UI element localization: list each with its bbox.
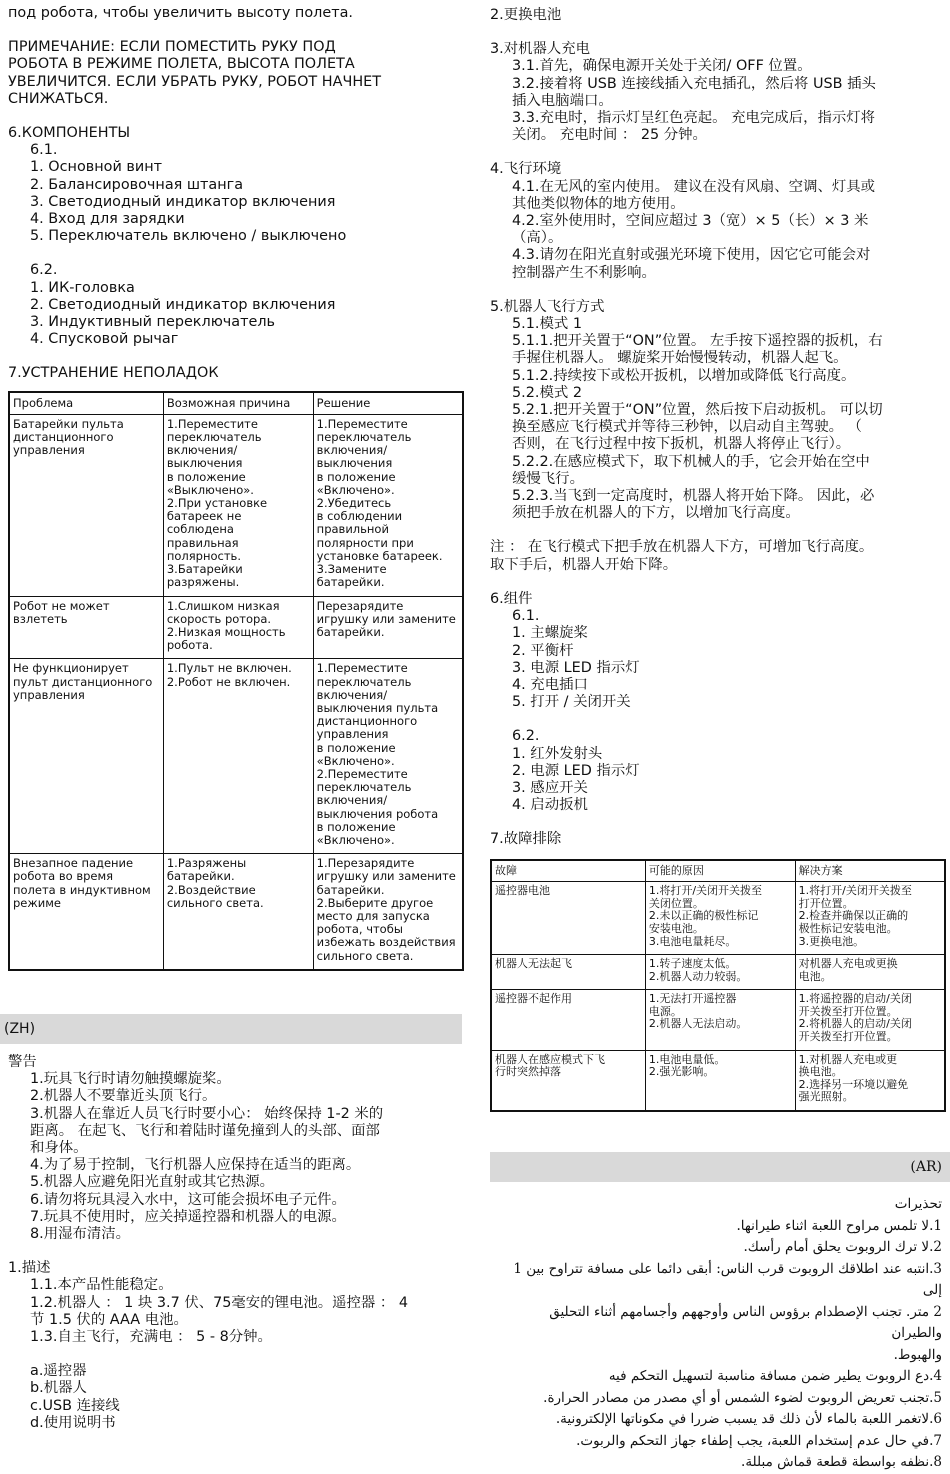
zh-language-band: (ZH) — [0, 1014, 462, 1044]
table-row — [491, 990, 945, 1050]
zh-section — [0, 1014, 462, 1432]
component-item-zh: 3. 感应开关 — [512, 779, 588, 796]
ar-warning-item: 2 متر. تجنب الإصطدام برؤوس الناس وأوجههم وأجسامهم أثناء التحليق والطيران — [549, 1303, 942, 1341]
package-content-item: a.遥控器 — [30, 1363, 87, 1380]
table-cell: 1.无法打开遥控器 电源。 2.机器人无法启动。 — [645, 990, 795, 1050]
description-item: 1.2.机器人 ： 1 块 3.7 伏、75毫安的锂电池。遥控器 ： 4 节 1.5 伏的 AAA 电池。 — [30, 1294, 409, 1328]
table-cell: Робот не может взлететь — [9, 596, 163, 659]
section-replace-battery: 2.更换电池 — [490, 7, 562, 23]
components-6-2-label-zh: 6.2. — [512, 728, 540, 745]
table-cell: 1.Пульт не включен. 2.Робот не включен. — [163, 659, 313, 854]
warning-item: 2.机器人不要靠近头顶飞行。 — [30, 1088, 217, 1105]
ar-warning-item: والهبوط. — [893, 1346, 942, 1363]
environment-item: 4.2.室外使用时，空间应超过 3（宽）× 5（长）× 3 米 （高）。 — [512, 213, 869, 247]
table-cell: Перезарядите игрушку или замените батарейки. — [313, 596, 463, 659]
table-header: 故障 — [491, 860, 645, 882]
package-content-item: d.使用说明书 — [30, 1414, 116, 1431]
table-cell: 1.Слишком низкая скорость ротора. 2.Низкая мощность робота. — [163, 596, 313, 659]
ar-warning-item: 4.دع الروبوت يطير ضمن مسافة مناسبة لتسهيل التحكم فيه — [608, 1368, 942, 1384]
table-cell: 1.将打开/关闭开关拨至 关闭位置。 2.未以正确的极性标记 安装电池。 3.电池电量耗尽。 — [645, 882, 795, 955]
component-item-zh: 4. 充电插口 — [512, 676, 588, 693]
component-item-zh: 1. 主螺旋桨 — [512, 625, 588, 642]
ar-warning-item: 8.نظفه بواسطة قطعة قماش مبللة. — [741, 1454, 942, 1470]
troubleshooting-title-zh: 7.故障排除 — [490, 831, 562, 848]
charging-item: 3.1.首先，确保电源开关处于关闭/ OFF 位置。 — [512, 58, 812, 75]
table-header: Решение — [313, 392, 463, 415]
component-item: 4. Вход для зарядки — [30, 211, 185, 228]
table-cell: 1.对机器人充电或更 换电池。 2.选择另一环境以避免 强光照射。 — [795, 1050, 945, 1111]
table-header-row — [9, 392, 463, 415]
ar-warning-title: تحذيرات — [894, 1196, 942, 1212]
charging-item: 3.2.接着将 USB 连接线插入充电插孔，然后将 USB 插头 插入电脑端口。 — [512, 75, 876, 109]
table-cell: 1.转子速度太低。 2.机器人动力较弱。 — [645, 955, 795, 990]
table-cell: 1.Перезарядите игрушку или замените батарейки. 2.Выберите другое место для запуска робота, чтобы избежать воздействия сильного света. — [313, 854, 463, 970]
charging-item: 3.3.充电时，指示灯呈红色亮起。 充电完成后，指示灯将 关闭。 充电时间 ： 25 分钟。 — [512, 110, 876, 144]
table-header: Возможная причина — [163, 392, 313, 415]
ar-section — [490, 1152, 950, 1474]
warning-item: 5.机器人应避免阳光直射或其它热源。 — [30, 1174, 274, 1191]
package-content-item: b.机器人 — [30, 1380, 87, 1397]
description-item: 1.3.自主飞行，充满电 ： 5 - 8分钟。 — [30, 1329, 272, 1346]
component-item: 1. Основной винт — [30, 159, 163, 176]
charging-title: 3.对机器人充电 — [490, 41, 591, 58]
flight-mode-item: 5.1.1.把开关置于“ON”位置。 左手按下遥控器的扳机，右 手握住机器人。 螺旋桨开始慢慢转动，机器人起飞。 — [512, 333, 883, 367]
warning-item: 3.机器人在靠近人员飞行时要小心： 始终保持 1-2 米的 距离。 在起飞、飞行和着陆时谨免撞到人的头部、面部 和身体。 — [30, 1105, 384, 1157]
component-item: 4. Спусковой рычаг — [30, 331, 179, 348]
flight-mode-item: 5.2.2.在感应模式下，取下机械人的手，它会开始在空中 缓慢飞行。 — [512, 453, 870, 487]
component-item: 2. Балансировочная штанга — [30, 176, 244, 193]
right-column — [490, 0, 946, 1112]
flight-mode-item: 5.1.模式 1 — [512, 316, 582, 333]
warning-title: 警告 — [8, 1054, 37, 1070]
troubleshooting-table — [8, 391, 464, 971]
table-cell: 1.Переместите переключатель включения/ выключения пульта дистанционного управления в положение «Включено». 2.Переместите переключатель включения/ выключения робота в положение «Включено». — [313, 659, 463, 854]
ar-warning-item: 3.انتبه عند اطلاقك الروبوت قرب الناس: أبقى دائما على مسافة تتراوح بين 1 إلى — [513, 1260, 942, 1298]
warning-item: 8.用湿布清洁。 — [30, 1226, 131, 1243]
table-cell: 1.将打开/关闭开关拨至 打开位置。 2.检查并确保以正确的 极性标记安装电池。 3.更换电池。 — [795, 882, 945, 955]
components-title-zh: 6.组件 — [490, 590, 533, 607]
flight-mode-item: 5.2.1.把开关置于“ON”位置，然后按下启动扳机。 可以切 换至感应飞行模式并等待三秒钟，以启动自主驾驶。 （ 否则，在飞行过程中按下扳机，机器人将停止飞行）。 — [512, 402, 883, 453]
flight-note: ПРИМЕЧАНИЕ: ЕСЛИ ПОМЕСТИТЬ РУКУ ПОД РОБОТА В РЕЖИМЕ ПОЛЕТА, ВЫСОТА ПОЛЕТА УВЕЛИЧИТСЯ. ЕСЛИ УБРАТЬ РУКУ, РОБОТ НАЧНЕТ СНИЖАТЬСЯ. — [8, 39, 382, 107]
left-column — [8, 0, 464, 971]
flight-mode-item: 5.2.3.当飞到一定高度时，机器人将开始下降。 因此，必 须把手放在机器人的下方，以增加飞行高度。 — [512, 488, 875, 522]
component-item-zh: 5. 打开 / 关闭开关 — [512, 694, 631, 711]
components-6-1-label-zh: 6.1. — [512, 608, 540, 625]
table-cell: 1.电池电量低。 2.强光影响。 — [645, 1050, 795, 1111]
component-item-zh: 2. 平衡杆 — [512, 642, 574, 659]
table-cell: Не функционирует пульт дистанционного управления — [9, 659, 163, 854]
troubleshooting-table-zh — [490, 859, 946, 1113]
table-cell: Внезапное падение робота во время полета в индуктивном режиме — [9, 854, 163, 970]
component-item: 2. Светодиодный индикатор включения — [30, 296, 336, 313]
component-item: 1. ИК-головка — [30, 279, 135, 296]
table-cell: 机器人无法起飞 — [491, 955, 645, 990]
ar-warning-item: 6.لاتغمر اللعبة بالماء لأن ذلك قد يسبب ضررا في مكوناتها الإلكترونية. — [555, 1411, 942, 1427]
table-cell: 1.将遥控器的启动/关闭 开关拨至打开位置。 2.将机器人的启动/关闭 开关拨至打开位置。 — [795, 990, 945, 1050]
warning-item: 4.为了易于控制，飞行机器人应保持在适当的距离。 — [30, 1157, 361, 1174]
table-cell: 机器人在感应模式下飞 行时突然掉落 — [491, 1050, 645, 1111]
component-item: 5. Переключатель включено / выключено — [30, 228, 347, 245]
ar-warning-item: 1.لا تلمس مراوح اللعبة اثناء طيرانها. — [736, 1217, 942, 1234]
table-header-row — [491, 860, 945, 882]
description-title: 1.描述 — [8, 1260, 51, 1277]
component-item-zh: 1. 红外发射头 — [512, 745, 603, 762]
ar-warning-item: 5.تجنب تعريض الروبوت لضوء الشمس أو أي مصدر من مصادر الحرارة. — [543, 1389, 942, 1406]
table-cell: 1.Разряжены батарейки. 2.Воздействие сильного света. — [163, 854, 313, 970]
table-header: 解决方案 — [795, 860, 945, 882]
troubleshooting-title: 7.УСТРАНЕНИЕ НЕПОЛАДОК — [8, 365, 219, 382]
table-cell: 1.Переместите переключатель включения/ выключения в положение «Включено». 2.Убедитесь в соблюдении правильной полярности при установке батареек. 3.Замените батарейки. — [313, 414, 463, 596]
flight-environment-title: 4.飞行环境 — [490, 161, 562, 178]
flight-mode-item: 5.1.2.持续按下或松开扳机，以增加或降低飞行高度。 — [512, 367, 856, 384]
warning-item: 7.玩具不使用时，应关掉遥控器和机器人的电源。 — [30, 1208, 346, 1225]
intro-line: под робота, чтобы увеличить высоту полета. — [8, 5, 353, 21]
table-cell: 对机器人充电或更换 电池。 — [795, 955, 945, 990]
component-item: 3. Индуктивный переключатель — [30, 314, 276, 331]
component-item: 3. Светодиодный индикатор включения — [30, 193, 336, 210]
components-6-2-label: 6.2. — [30, 262, 58, 279]
component-item-zh: 4. 启动扳机 — [512, 797, 588, 814]
table-cell: 1.Переместите переключатель включения/ выключения в положение «Выключено». 2.При установке батареек не соблюдена правильная полярность. 3.Батарейки разряжены. — [163, 414, 313, 596]
flight-note-zh: 注 ： 在飞行模式下把手放在机器人下方，可增加飞行高度。 取下手后，机器人开始下降。 — [490, 539, 874, 573]
table-row — [9, 854, 463, 970]
ar-warning-item: 2.لا ترك الروبوت يحلق أمام رأسك. — [743, 1239, 942, 1255]
component-item-zh: 3. 电源 LED 指示灯 — [512, 659, 640, 676]
table-row — [491, 955, 945, 990]
table-header: 可能的原因 — [645, 860, 795, 882]
table-row — [9, 596, 463, 659]
table-cell: 遥控器电池 — [491, 882, 645, 955]
description-item: 1.1.本产品性能稳定。 — [30, 1277, 173, 1294]
table-row — [491, 882, 945, 955]
components-title: 6.КОМПОНЕНТЫ — [8, 125, 131, 142]
table-cell: 遥控器不起作用 — [491, 990, 645, 1050]
environment-item: 4.1.在无风的室内使用。 建议在没有风扇、空调、灯具或 其他类似物体的地方使用。 — [512, 178, 876, 212]
component-item-zh: 2. 电源 LED 指示灯 — [512, 762, 640, 779]
table-cell: Батарейки пульта дистанционного управления — [9, 414, 163, 596]
ar-warning-item: 7.في حال عدم إستخدام اللعبة، يجب إطفاء جهاز التحكم والربوت. — [576, 1432, 942, 1449]
table-row — [491, 1050, 945, 1111]
package-content-item: c.USB 连接线 — [30, 1397, 120, 1414]
flight-mode-title: 5.机器人飞行方式 — [490, 298, 605, 315]
table-header: Проблема — [9, 392, 163, 415]
table-row — [9, 659, 463, 854]
components-6-1-label: 6.1. — [30, 142, 58, 159]
flight-mode-item: 5.2.模式 2 — [512, 384, 582, 401]
environment-item: 4.3.请勿在阳光直射或强光环境下使用，因它它可能会对 控制器产生不利影响。 — [512, 247, 871, 281]
ar-language-band: (AR) — [490, 1152, 950, 1182]
table-row — [9, 414, 463, 596]
warning-item: 1.玩具飞行时请勿触摸螺旋桨。 — [30, 1071, 231, 1088]
warning-item: 6.请勿将玩具浸入水中，这可能会损坏电子元件。 — [30, 1191, 346, 1208]
